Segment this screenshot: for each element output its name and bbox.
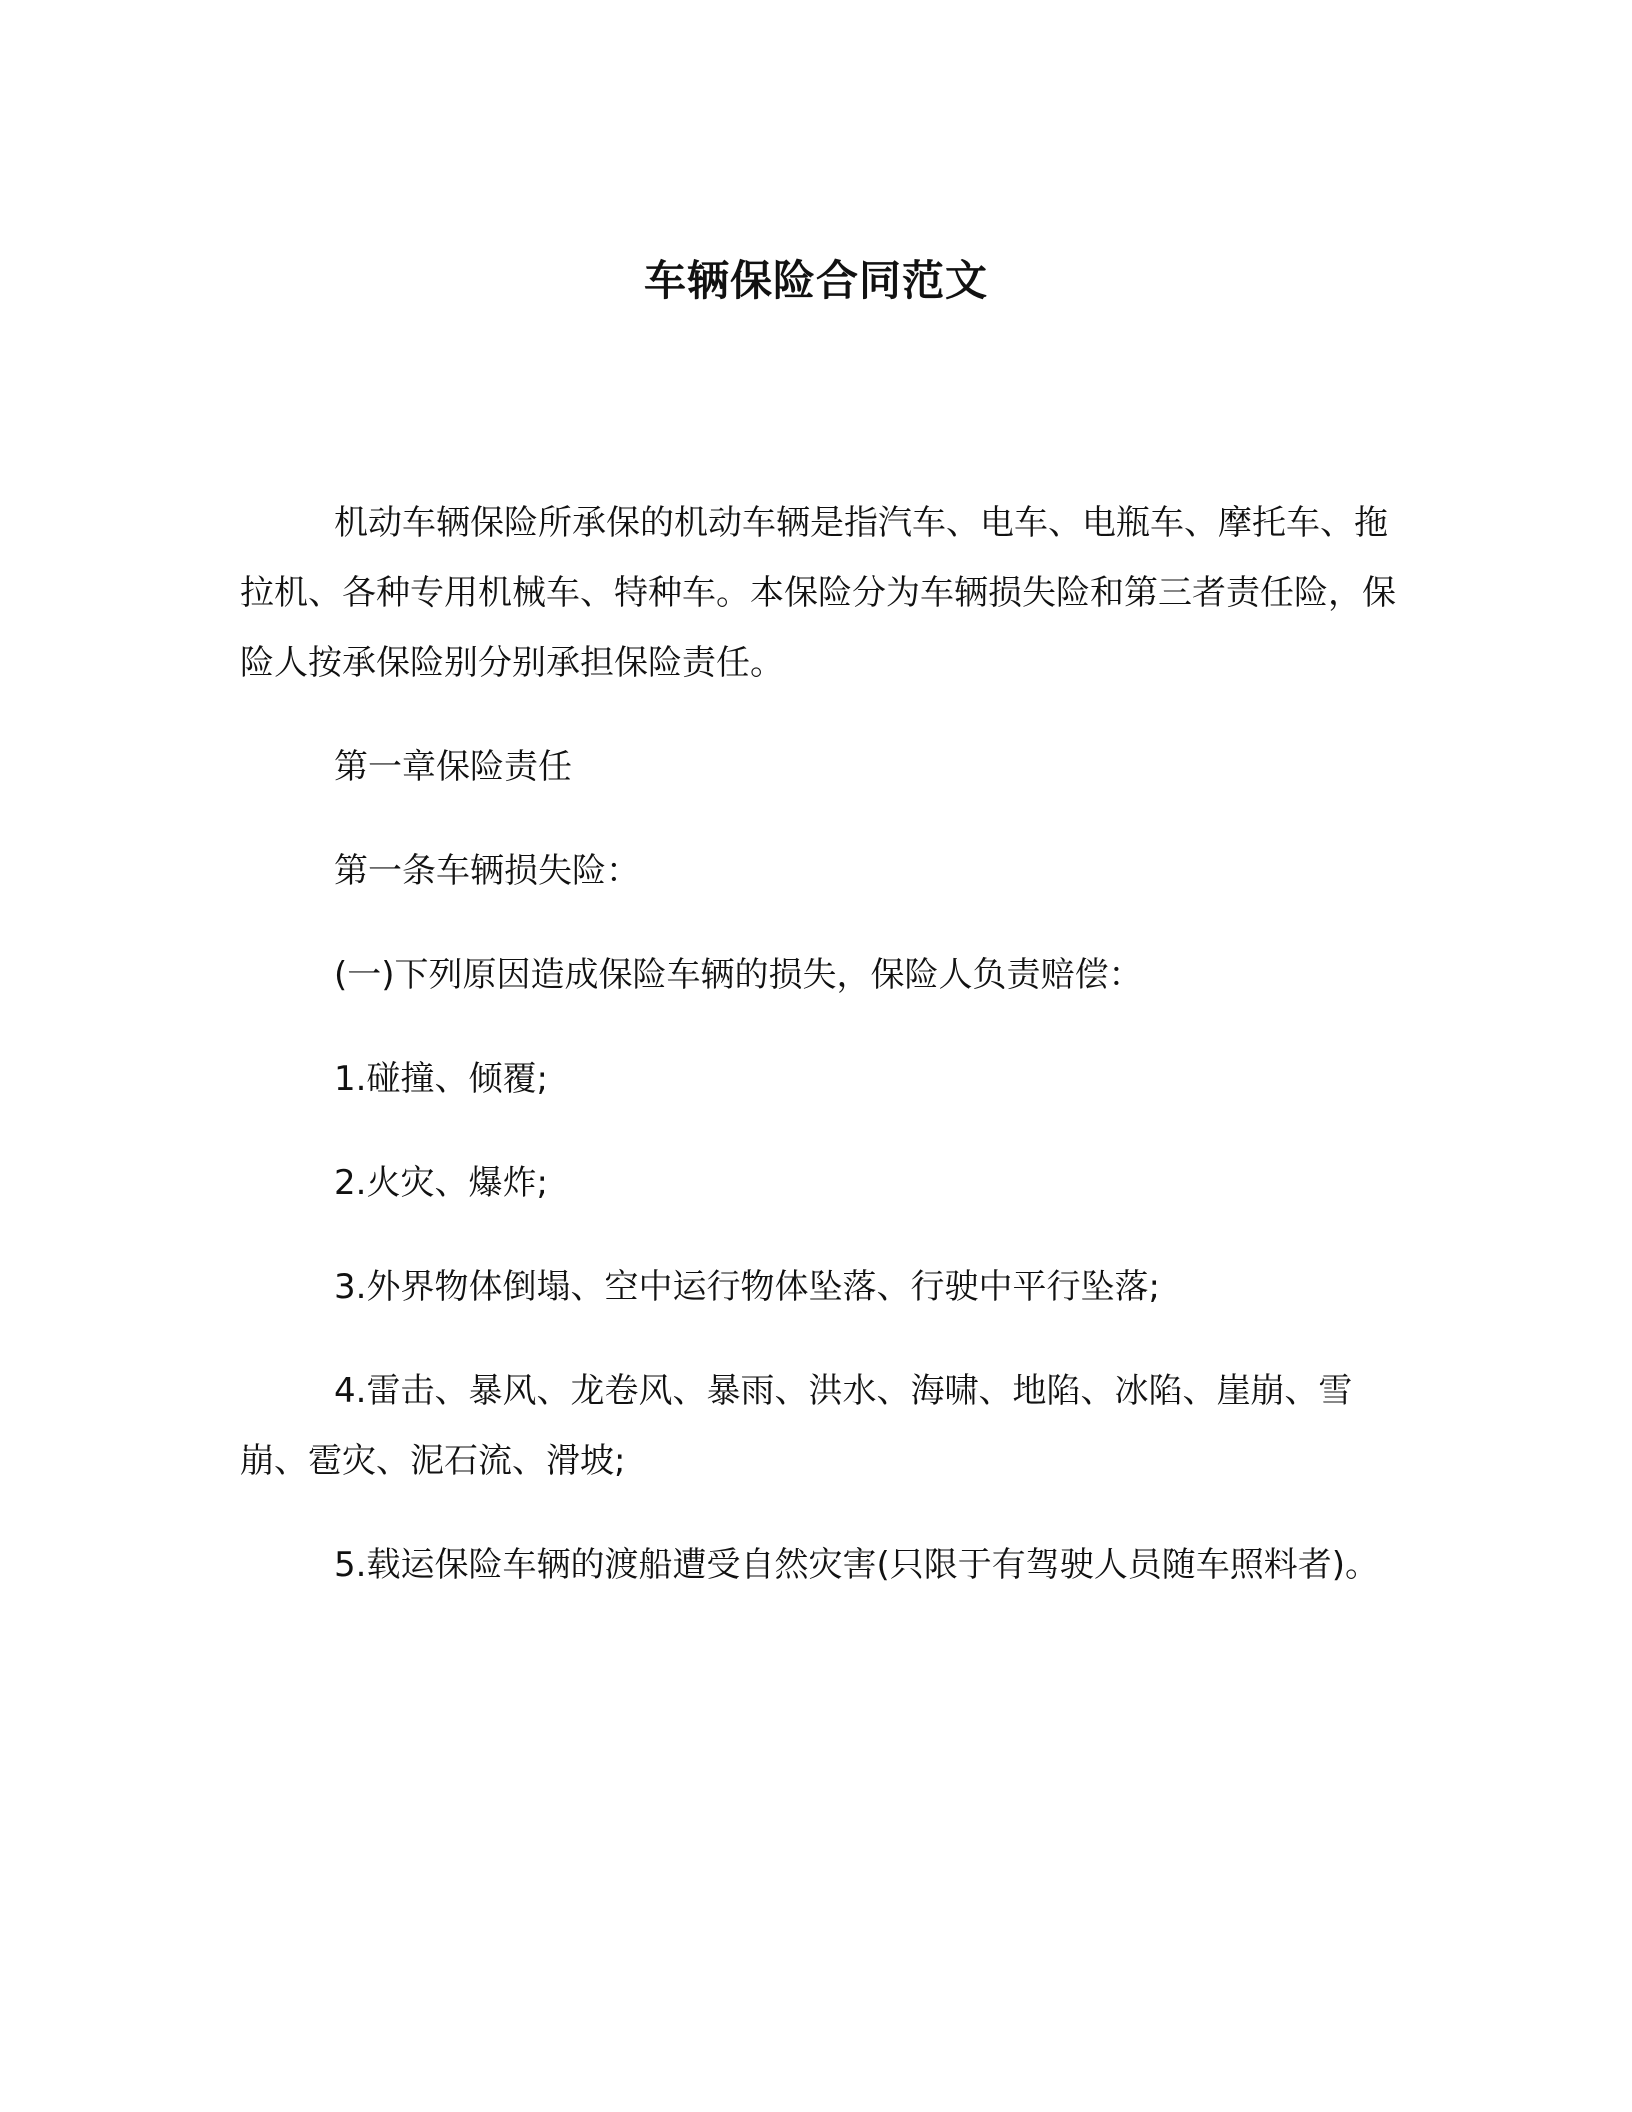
list-item-4: 4.雷击、暴风、龙卷风、暴雨、洪水、海啸、地陷、冰陷、崖崩、雪崩、雹灾、泥石流、滑坡;: [240, 1371, 1353, 1481]
document-title: 车辆保险合同范文: [643, 256, 988, 306]
article-heading: 第一条车辆损失险：: [334, 851, 640, 891]
list-item-1: 1.碰撞、倾覆;: [334, 1059, 548, 1099]
chapter-heading: 第一章保险责任: [334, 747, 572, 787]
list-item-3: 3.外界物体倒塌、空中运行物体坠落、行驶中平行坠落;: [334, 1267, 1160, 1307]
paragraph-intro: 机动车辆保险所承保的机动车辆是指汽车、电车、电瓶车、摩托车、拖拉机、各种专用机械车、特种车。本保险分为车辆损失险和第三者责任险，保险人按承保险别分别承担保险责任。: [240, 503, 1396, 683]
document-body: [240, 488, 1400, 1634]
clause-heading: (一)下列原因造成保险车辆的损失，保险人负责赔偿：: [334, 955, 1143, 995]
list-item-5: 5.载运保险车辆的渡船遭受自然灾害(只限于有驾驶人员随车照料者)。: [334, 1545, 1379, 1585]
list-item-2: 2.火灾、爆炸;: [334, 1163, 548, 1203]
